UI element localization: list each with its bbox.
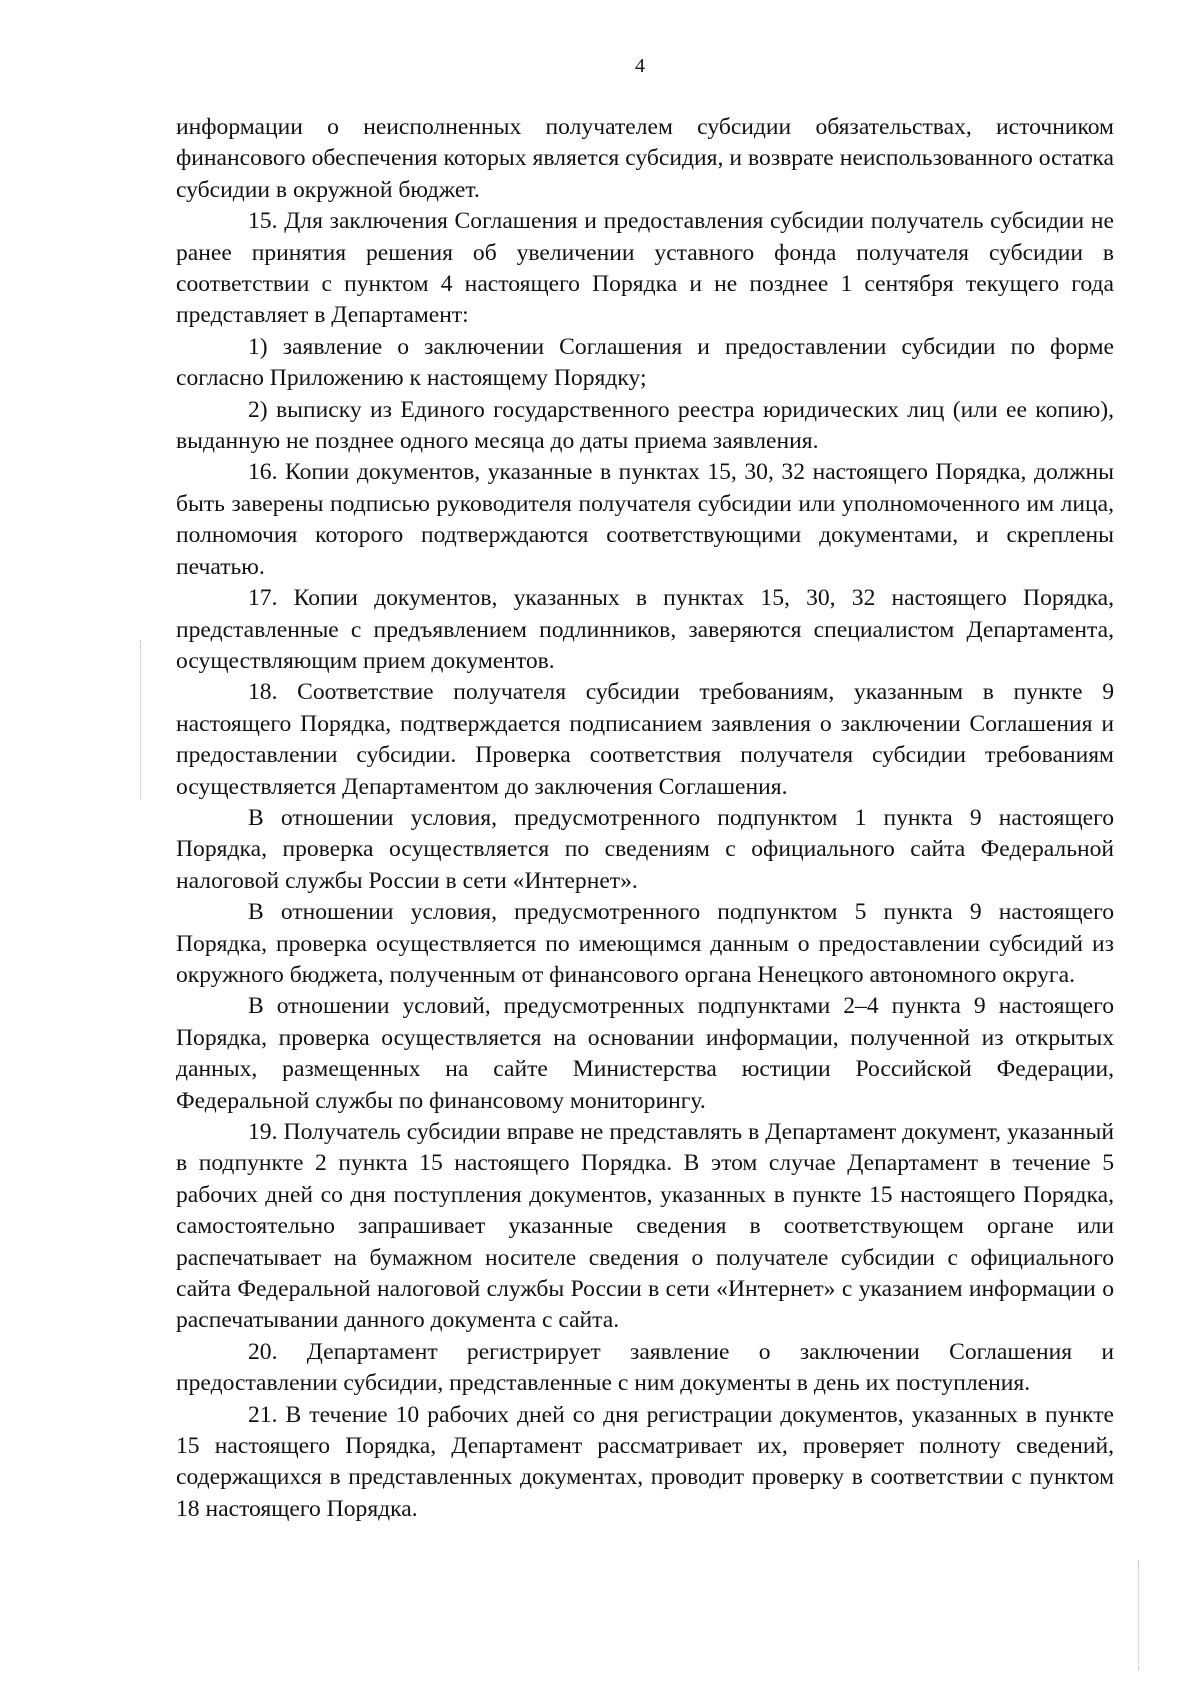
paragraph: 21. В течение 10 рабочих дней со дня регистрации документов, указанных в пункте 15 настоящего Порядка, Департамент рассматривает их, проверяет полноту сведений, содержащихся в представленных документах, проводит проверку в соответствии с пунктом 18 настоящего Порядка.	[176, 1401, 1114, 1522]
paragraph: В отношении условий, предусмотренных подпунктами 2–4 пункта 9 настоящего Порядка, проверка осуществляется на основании информации, полученной из открытых данных, размещенных на сайте Министерства юстиции Российской Федерации, Федеральной службы по финансовому мониторингу.	[176, 993, 1114, 1114]
paragraph: 17. Копии документов, указанных в пунктах 15, 30, 32 настоящего Порядка, представленные с предъявлением подлинников, заверяются специалистом Департамента, осуществляющим прием документов.	[176, 585, 1114, 674]
paragraph: информации о неисполненных получателем субсидии обязательствах, источником финансового обеспечения которых является субсидия, и возврате неиспользованного остатка субсидии в окружной бюджет.	[176, 114, 1114, 203]
paragraph: В отношении условия, предусмотренного подпунктом 5 пункта 9 настоящего Порядка, проверка осуществляется по имеющимся данным о предоставлении субсидий из окружного бюджета, полученным от финансового органа Ненецкого автономного округа.	[176, 899, 1114, 988]
paragraph: 20. Департамент регистрирует заявление о заключении Соглашения и предоставлении субсидии, представленные с ним документы в день их поступления.	[176, 1338, 1114, 1397]
paragraph: 2) выписку из Единого государственного реестра юридических лиц (или ее копию), выданную не позднее одного месяца до даты приема заявления.	[176, 396, 1114, 455]
paragraph: 19. Получатель субсидии вправе не представлять в Департамент документ, указанный в подпункте 2 пункта 15 настоящего Порядка. В этом случае Департамент в течение 5 рабочих дней со дня поступления документов, указанных в пункте 15 настоящего Порядка, самостоятельно запрашивает указанные сведения в соответствующем органе или распечатывает на бумажном носителе сведения о получателе субсидии с официального сайта Федеральной налоговой службы России в сети «Интернет» с указанием информации о распечатывании данного документа с сайта.	[176, 1119, 1114, 1334]
paragraph: 16. Копии документов, указанные в пунктах 15, 30, 32 настоящего Порядка, должны быть заверены подписью руководителя получателя субсидии или уполномоченного им лица, полномочия которого подтверждаются соответствующими документами, и скреплены печатью.	[176, 459, 1114, 580]
scan-artifact-right	[1138, 1560, 1139, 1670]
paragraph: 15. Для заключения Соглашения и предоставления субсидии получатель субсидии не ранее принятия решения об увеличении уставного фонда получателя субсидии в соответствии с пунктом 4 настоящего Порядка и не позднее 1 сентября текущего года представляет в Департамент:	[176, 208, 1114, 329]
paragraph: 1) заявление о заключении Соглашения и предоставлении субсидии по форме согласно Приложению к настоящему Порядку;	[176, 333, 1114, 392]
paragraph: 18. Соответствие получателя субсидии требованиям, указанным в пункте 9 настоящего Порядка, подтверждается подписанием заявления о заключении Соглашения и предоставлении субсидии. Проверка соответствия получателя субсидии требованиям осуществляется Департаментом до заключения Соглашения.	[176, 679, 1114, 800]
page-number: 4	[635, 55, 645, 77]
scan-artifact-left	[140, 640, 141, 800]
document-body	[176, 112, 1114, 1525]
paragraph: В отношении условия, предусмотренного подпунктом 1 пункта 9 настоящего Порядка, проверка осуществляется по сведениям с официального сайта Федеральной налоговой службы России в сети «Интернет».	[176, 804, 1114, 894]
